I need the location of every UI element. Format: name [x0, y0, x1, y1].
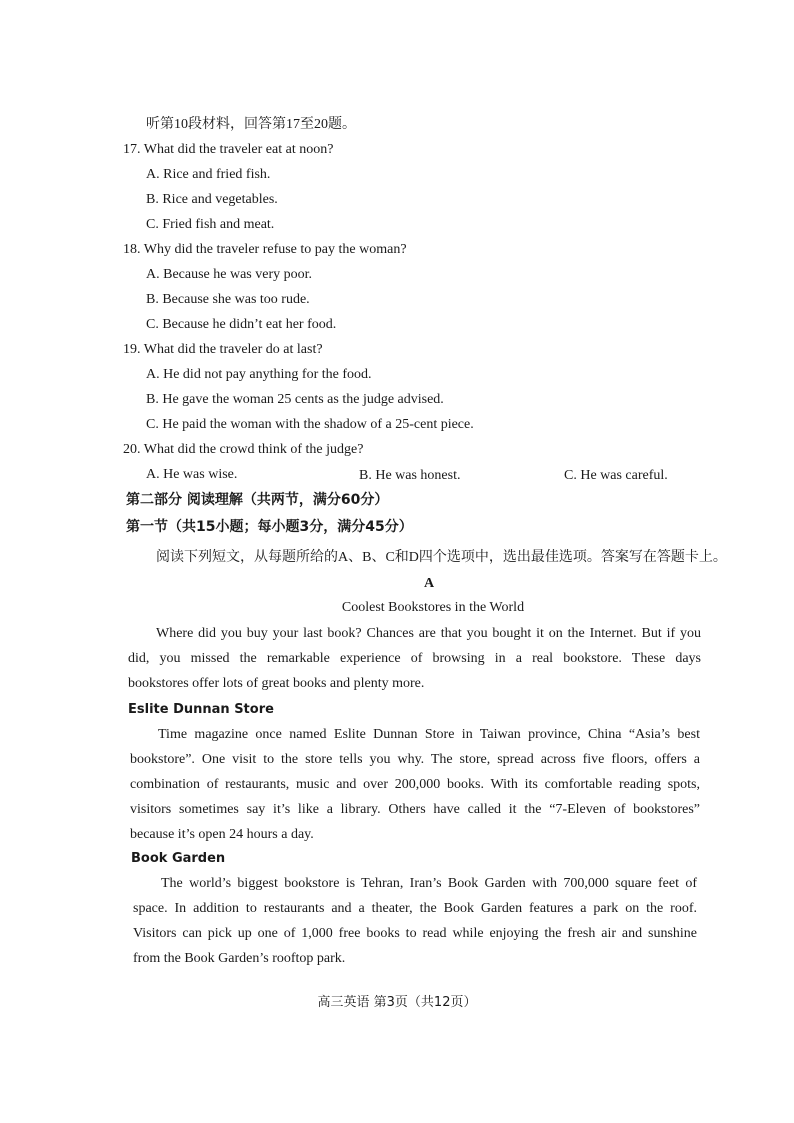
question-20-option-a: A. He was wise.: [146, 467, 238, 482]
question-18-option-c: C. Because he didn’t eat her food.: [146, 317, 337, 332]
passage-title: Coolest Bookstores in the World: [341, 600, 525, 615]
eslite-paragraph: [130, 722, 700, 847]
book-garden-heading: Book Garden: [131, 851, 226, 866]
question-19-option-a: A. He did not pay anything for the food.: [146, 367, 372, 382]
question-19-option-b: B. He gave the woman 25 cents as the judge advised.: [146, 392, 444, 407]
question-20-stem: 20. What did the crowd think of the judge?: [123, 442, 364, 457]
question-18-option-a: A. Because he was very poor.: [146, 267, 313, 282]
question-17-option-c: C. Fried fish and meat.: [146, 217, 275, 232]
question-17-option-b: B. Rice and vegetables.: [146, 192, 278, 207]
book-garden-line: Visitors can pick up one of 1,000 free books to read while enjoying the fresh air and sunshine: [133, 926, 697, 941]
part2-title: 第二部分 阅读理解（共两节，满分60分）: [126, 492, 389, 508]
intro-paragraph: [128, 621, 701, 696]
question-19-stem: 19. What did the traveler do at last?: [123, 342, 323, 357]
eslite-line: visitors sometimes say it’s like a library. Others have called it the “7-Eleven of bookstores”: [130, 802, 700, 817]
page-footer: 高三英语 第3页（共12页）: [317, 995, 477, 1010]
question-20-option-b: B. He was honest.: [359, 468, 461, 483]
book-garden-line: from the Book Garden’s rooftop park.: [133, 951, 346, 966]
listening-intro: 听第10段材料，回答第17至20题。: [146, 117, 356, 132]
question-18-stem: 18. Why did the traveler refuse to pay the woman?: [123, 242, 407, 257]
eslite-line: Time magazine once named Eslite Dunnan Store in Taiwan province, China “Asia’s best: [158, 727, 700, 742]
eslite-line: because it’s open 24 hours a day.: [130, 827, 314, 842]
book-garden-line: space. In addition to restaurants and a theater, the Book Garden features a park on the roof.: [133, 901, 697, 916]
intro-line: bookstores offer lots of great books and plenty more.: [128, 676, 425, 691]
question-19-option-c: C. He paid the woman with the shadow of a 25-cent piece.: [146, 417, 474, 432]
book-garden-line: The world’s biggest bookstore is Tehran, Iran’s Book Garden with 700,000 square feet of: [161, 876, 697, 891]
reading-instructions: 阅读下列短文，从每题所给的A、B、C和D四个选项中，选出最佳选项。答案写在答题卡上。: [156, 550, 727, 565]
intro-line: did, you missed the remarkable experience of browsing in a real bookstore. These days: [128, 651, 701, 666]
eslite-line: combination of restaurants, music and over 200,000 books. With its comfortable reading spots,: [130, 777, 700, 792]
intro-line: Where did you buy your last book? Chances are that you bought it on the Internet. But if you: [156, 626, 701, 641]
question-18-option-b: B. Because she was too rude.: [146, 292, 310, 307]
eslite-line: bookstore”. One visit to the store tells you why. The store, spread across five floors, offers a: [130, 752, 700, 767]
question-17-stem: 17. What did the traveler eat at noon?: [123, 142, 334, 157]
book-garden-paragraph: [133, 871, 697, 971]
question-17-option-a: A. Rice and fried fish.: [146, 167, 271, 182]
question-20-option-c: C. He was careful.: [564, 468, 668, 483]
eslite-heading: Eslite Dunnan Store: [128, 702, 274, 717]
passage-letter: A: [423, 576, 435, 591]
section1-title: 第一节（共15小题；每小题3分，满分45分）: [126, 519, 413, 535]
